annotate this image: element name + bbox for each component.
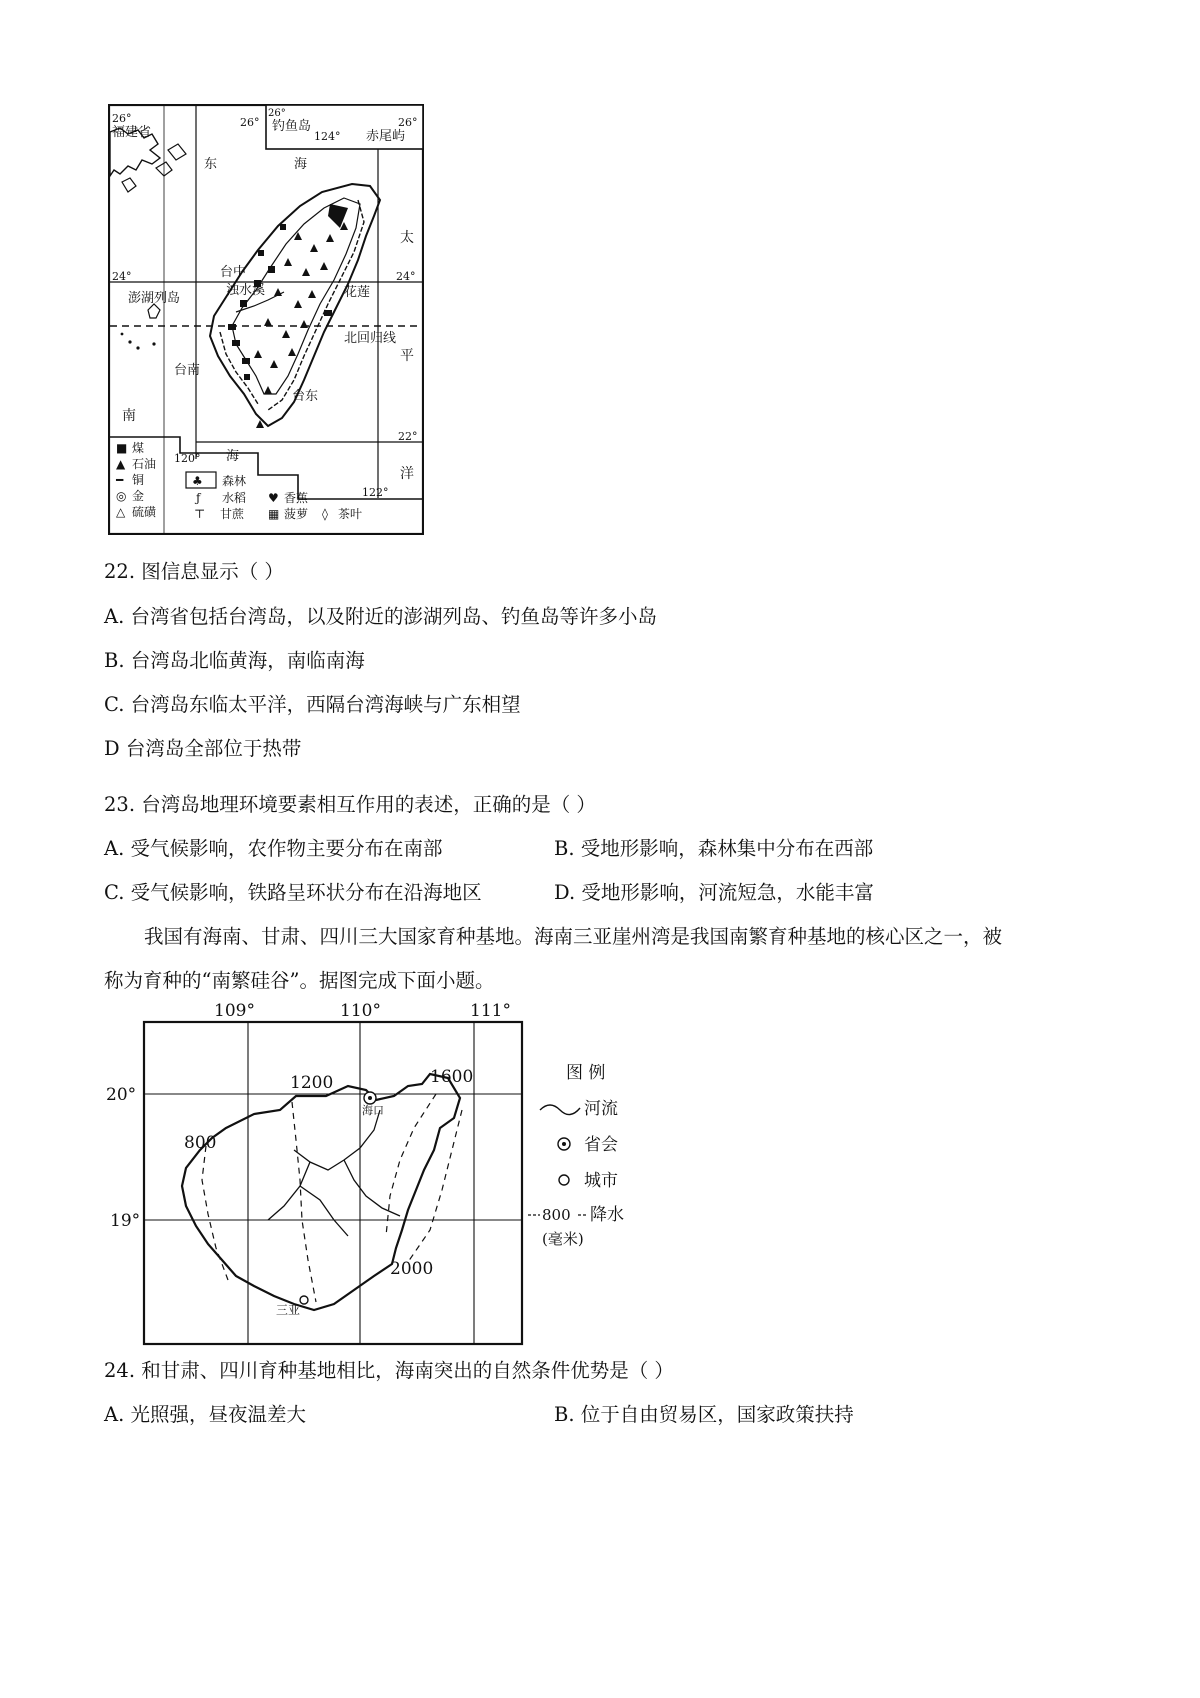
sea-hai-south-label: 海 (226, 449, 240, 464)
isohyet-800-label: 800 (184, 1133, 217, 1153)
legend-label-gold: 金 (132, 489, 145, 503)
penghu-label: 澎湖列岛 (128, 291, 181, 306)
legend-isohyet-label: 降水 (590, 1205, 624, 1225)
legend-sym-copper: ━ (116, 473, 124, 487)
isohyet-2000-label: 2000 (390, 1259, 434, 1279)
hualian-label: 花莲 (344, 285, 371, 300)
legend-label-copper: 铜 (132, 473, 145, 487)
taidong-label: 台东 (292, 389, 319, 404)
sea-nan-label: 南 (122, 408, 136, 424)
lat24-left-label: 24° (112, 270, 132, 283)
legend-label-sulfur: 硫磺 (132, 505, 157, 519)
isohyet-1600-label: 1600 (430, 1067, 474, 1087)
lat20-label: 20° (106, 1085, 137, 1105)
q22-stem: 22. 图信息显示（ ） (104, 560, 284, 583)
legend-sym-banana: ♥ (268, 491, 279, 505)
lat26-box-label: 26° (268, 108, 286, 119)
lon109-label: 109° (214, 1001, 255, 1021)
sanya-label: 三亚 (276, 1303, 301, 1317)
fujian-label: 福建省 (112, 125, 152, 140)
legend-isohyet-unit: (毫米) (542, 1230, 584, 1248)
q22-option-d: D 台湾岛全部位于热带 (104, 737, 302, 760)
q22-option-a: A. 台湾省包括台湾岛，以及附近的澎湖列岛、钓鱼岛等许多小岛 (104, 605, 657, 628)
zhuoshui-label: 浊水溪 (226, 283, 266, 298)
sea-dong-label: 东 (204, 157, 218, 172)
legend-label-tea: 茶叶 (338, 507, 363, 521)
q22-option-b: B. 台湾岛北临黄海，南临南海 (104, 649, 365, 672)
q23-stem: 23. 台湾岛地理环境要素相互作用的表述，正确的是（ ） (104, 793, 596, 816)
lat26-mid-label: 26° (240, 116, 260, 129)
sea-tai-label: 太 (400, 230, 414, 246)
legend-sym-oil: ▲ (116, 457, 126, 471)
legend-river-label: 河流 (584, 1099, 618, 1119)
legend-city-label: 城市 (584, 1171, 618, 1191)
legend-label-forest: 森林 (222, 474, 247, 488)
intro-line-1: 我国有海南、甘肃、四川三大国家育种基地。海南三亚崖州湾是我国南繁育种基地的核心区之一，被 (144, 925, 1003, 948)
lon110-label: 110° (340, 1001, 381, 1021)
legend-isohyet-value: 800 (542, 1206, 571, 1224)
isohyet-1200-label: 1200 (290, 1073, 334, 1093)
taizhong-label: 台中 (220, 265, 247, 280)
lat26-right-label: 26° (398, 116, 418, 129)
haikou-label: 海口 (362, 1104, 384, 1117)
lat19-label: 19° (110, 1211, 141, 1231)
lat22-label: 22° (398, 430, 418, 443)
sea-hai-east-label: 海 (294, 157, 308, 172)
intro-line-2: 称为育种的“南繁硅谷”。据图完成下面小题。 (104, 969, 495, 992)
q22-option-c: C. 台湾岛东临太平洋，西隔台湾海峡与广东相望 (104, 693, 521, 716)
q23-option-a: A. 受气候影响，农作物主要分布在南部 (104, 837, 443, 860)
lat24-right-label: 24° (396, 270, 416, 283)
q23-option-b: B. 受地形影响，森林集中分布在西部 (554, 837, 874, 860)
legend-label-oil: 石油 (132, 457, 157, 471)
legend-sym-sulfur: △ (116, 505, 126, 519)
legend-label-coal: 煤 (132, 441, 145, 455)
q23-option-d: D. 受地形影响，河流短急，水能丰富 (554, 881, 874, 904)
diaoyu-label: 钓鱼岛 (272, 119, 312, 134)
legend-capital-label: 省会 (584, 1135, 618, 1155)
legend-sym-pineapple: ▦ (268, 507, 280, 521)
legend-label-sugarcane: 甘蔗 (220, 507, 245, 521)
lon111-label: 111° (470, 1001, 511, 1021)
legend-sym-rice: ƒ (196, 491, 201, 505)
q24-stem: 24. 和甘肃、四川育种基地相比，海南突出的自然条件优势是（ ） (104, 1359, 674, 1382)
legend-label-rice: 水稻 (222, 491, 247, 505)
q24-option-a: A. 光照强，昼夜温差大 (104, 1403, 306, 1426)
legend-sym-coal: ■ (116, 441, 128, 455)
tropic-label: 北回归线 (344, 331, 397, 346)
sea-ping-label: 平 (400, 348, 414, 364)
lon122-label: 122° (362, 486, 389, 499)
sea-yang-label: 洋 (400, 466, 414, 482)
legend-label-banana: 香蕉 (284, 491, 309, 505)
q24-option-b: B. 位于自由贸易区，国家政策扶持 (554, 1403, 854, 1426)
legend-sym-tea: ◊ (322, 507, 328, 521)
hainan-map (104, 1000, 664, 1350)
lat26-left-label: 26° (112, 112, 132, 125)
tainan-label: 台南 (174, 363, 201, 378)
lon120-label: 120° (174, 452, 201, 465)
legend-title: 图 例 (566, 1063, 606, 1083)
legend-sym-forest: ♣ (192, 474, 203, 488)
q23-option-c: C. 受气候影响，铁路呈环状分布在沿海地区 (104, 881, 482, 904)
lon124-label: 124° (314, 130, 341, 143)
legend-sym-sugarcane: ⊤ (194, 507, 206, 521)
taiwan-map (108, 104, 424, 535)
legend-label-pineapple: 菠萝 (284, 507, 309, 521)
chiwei-label: 赤尾屿 (366, 129, 406, 144)
legend-sym-gold: ◎ (116, 489, 127, 503)
